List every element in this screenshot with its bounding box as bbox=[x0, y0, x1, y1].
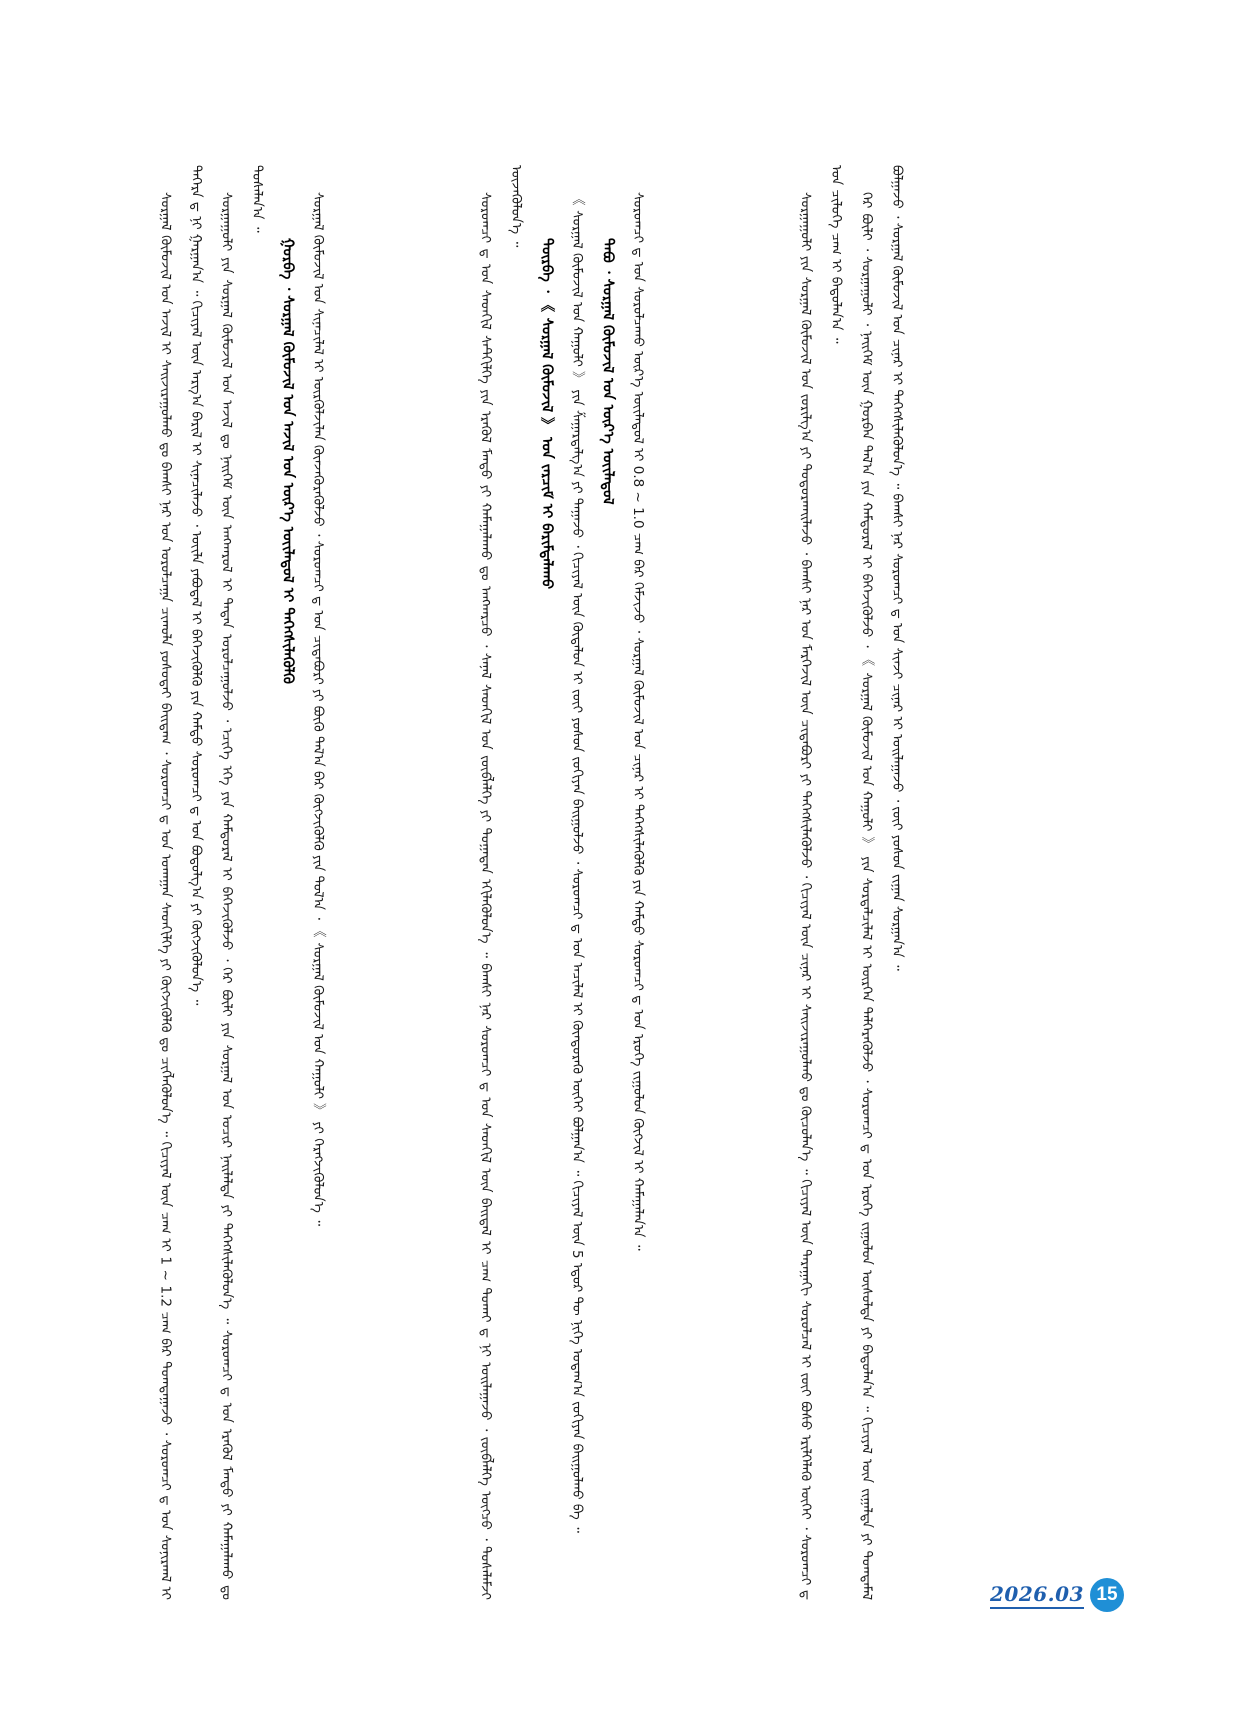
paragraph: ᠰᠤᠷᠭᠠᠯ ᠬᠦᠮᠦᠵᠢᠯ ᠤᠨ ᠠᠵᠢᠯ ᠢ ᠰᠠᠢᠵᠢᠷᠠᠭᠤᠯᠬᠤ ᠳᠤ ᠪᠠᠭᠰᠢ ᠨᠠᠷ ᠤᠨ ᠤᠷᠤᠯᠴᠠᠭᠠ ᠴᠢᠬᠤᠯᠠ ᠶᠤᠰᠤᠳᠠᠢ ᠪᠠᠢᠳᠠᠭ ᠂ ᠰᠤᠷᠤᠭᠴᠢ ᠳ ᠤᠨ ᠤᠬᠠᠭᠠᠨ ᠰᠡᠳᠬᠢᠯᠭᠡ ᠶᠢ ᠬᠦᠭᠵᠢᠭᠦᠯᠬᠦ ᠳᠤ ᠴᠢᠭᠯᠡᠭᠦᠯᠦᠨ᠎ᠡ ᠃ ᠬᠢᠴᠢᠶᠡᠯ ᠦᠨ ᠴᠠᠭ ᠢ 1 ~ 1.2 ᠴᠠᠭ ᠪᠠᠷ ᠲᠤᠭᠲᠠᠭᠠᠵᠤ ᠂ ᠰᠤᠷᠤᠭᠴᠢ ᠳ ᠤᠨ ᠰᠤᠨᠢᠷᠬᠠᠯ ᠢ ᠳᠡᠭᠡᠷᠡ ᠳ ᠨᠢ ᠭᠠᠷᠭᠠᠨ᠎ᠠ ᠃ ᠬᠢᠴᠢᠶᠡᠯ ᠦᠨ ᠠᠷᠭ᠎ᠠ ᠪᠠᠷᠢᠯ ᠢ ᠰᠢᠨᠡᠴᠢᠯᠡᠵᠦ ᠂ ᠦᠢᠯᠡ ᠶᠠᠪᠤᠳᠠᠯ ᠢ ᠪᠡᠬᠡᠵᠢᠭᠦᠯᠬᠦ ᠶᠢᠨ ᠬᠠᠮᠲᠤ ᠰᠤᠷᠤᠭᠴᠢ ᠳ ᠤᠨ ᠪᠤᠳᠤᠯᠭ᠎ᠠ ᠶᠢ ᠬᠦᠭᠵᠢᠭᠦᠯᠦᠨ᠎ᠡ ᠃ bbox=[157, 165, 204, 1600]
page-footer bbox=[990, 1578, 1124, 1612]
section-heading: ᠳᠦᠷᠪᠡ ᠂ 《 ᠰᠤᠷᠭᠠᠯ ᠬᠦᠮᠦᠵᠢᠯ 》 ᠤᠨ ᠵᠠᠷᠴᠢᠮ ᠢ ᠪᠠᠷᠢᠮᠲᠠᠯᠠᠬᠤ bbox=[538, 237, 555, 589]
paragraph: 《 ᠰᠤᠷᠭᠠᠯ ᠬᠦᠮᠦᠵᠢᠯ ᠤᠨ ᠬᠠᠭᠤᠯᠢ 》 ᠶᠢᠨ ᠱᠠᠭᠠᠷᠳᠠᠯᠭ᠎ᠠ ᠶᠢ ᠳᠠᠭᠠᠵᠤ ᠂ ᠬᠢᠴᠢᠶᠡᠯ ᠦᠨ ᠬᠦᠳᠡᠯᠦᠨ ᠢ ᠵᠦᠢ ᠶᠤᠰᠤᠨ ᠵᠤᠬᠢᠶᠠᠨ ᠪᠠᠢᠭᠤᠯᠵᠤ ᠂ ᠰᠤᠷᠤᠭᠴᠢ ᠳ ᠤᠨ ᠠᠴᠢᠯᠠᠯ ᠢ ᠬᠦᠨᠳᠦᠷᠡᠬᠦ ᠦᠭᠡᠢ ᠪᠤᠯᠭᠠᠨ᠎ᠠ ᠃ ᠬᠢᠴᠢᠶᠡᠯ ᠦᠨ 5 ᠡᠳᠦᠷ ᠲᠦ ᠨᠢᠭᠡ ᠤᠳᠠᠭ᠎ᠠ ᠵᠤᠬᠢᠶᠠᠨ ᠪᠠᠢᠭᠤᠯᠬᠤ ᠪᠠ ᠃ bbox=[569, 192, 585, 1533]
paragraph: ᠰᠤᠷᠭᠠᠯ ᠬᠦᠮᠦᠵᠢᠯ ᠤᠨ ᠰᠢᠨᠡᠴᠢᠯᠡᠯ ᠢ ᠦᠷᠭᠦᠯᠵᠢᠯᠡᠨ ᠭᠦᠨᠵᠡᠭᠦᠷᠡᠭᠦᠯᠵᠦ ᠂ ᠰᠤᠷᠤᠭᠴᠢ ᠳ ᠤᠨ ᠴᠢᠳᠠᠪᠤᠷᠢ ᠶᠢ ᠪᠦᠬᠦ ᠲᠠᠯ᠎ᠠ ᠪᠠᠷ ᠬᠦᠭᠵᠢᠭᠦᠯᠬᠦ ᠶᠢᠨ ᠲᠤᠯ᠎ᠠ ᠂ 《 ᠰᠤᠷᠭᠠᠯ ᠬᠦᠮᠦᠵᠢᠯ ᠤᠨ ᠬᠠᠭᠤᠯᠢ 》 ᠶᠢ ᠬᠡᠷᠡᠭᠵᠢᠭᠦᠯᠦᠨ᠎ᠡ ᠃ bbox=[310, 192, 326, 1226]
paragraph: ᠭᠡᠷ ᠪᠦᠯᠢ ᠂ ᠰᠤᠷᠭᠠᠭᠤᠯᠢ ᠂ ᠨᠡᠢᠭᠡᠮ ᠦᠨ ᠭᠤᠷᠪᠠᠨ ᠲᠠᠯ᠎ᠠ ᠶᠢᠨ ᠬᠠᠮᠲᠤᠷᠠᠯ ᠢ ᠪᠡᠬᠡᠵᠢᠭᠦᠯᠵᠦ ᠂ 《 ᠰᠤᠷᠭᠠᠯ ᠬᠦᠮᠦᠵᠢᠯ ᠤᠨ ᠬᠠᠭᠤᠯᠢ 》 ᠶᠢᠨ ᠰᠤᠷᠲᠠᠯᠴᠢᠯᠠᠯ ᠢ ᠥᠷᠭᠡᠨ ᠳᠡᠯᠭᠡᠷᠡᠭᠦᠯᠵᠦ ᠂ ᠰᠤᠷᠤᠭᠴᠢ ᠳ ᠤᠨ ᠡᠷᠦᠬᠡ ᠵᠢᠭᠤᠯᠤᠨ ᠥᠰᠥᠯᠲᠡ ᠶᠢ ᠪᠠᠲᠤᠯᠠᠨ᠎ᠠ ᠃ ᠬᠢᠴᠢᠶᠡᠯ ᠦᠨ ᠵᠢᠭᠠᠯᠲᠠ ᠶᠢ ᠲᠣᠭᠲᠠᠮᠠᠯ ᠪᠣᠯᠭᠠᠵᠤ ᠂ ᠰᠤᠷᠭᠠᠯ ᠬᠦᠮᠦᠵᠢᠯ ᠤᠨ ᠴᠢᠨᠠᠷ ᠢ ᠳᠡᠭᠡᠭᠰᠢᠯᠡᠭᠦᠯᠦᠨ᠎ᠡ ᠃ ᠪᠠᠭᠰᠢ ᠨᠠᠷ ᠰᠤᠷᠤᠭᠴᠢ ᠳ ᠤᠨ ᠰᠢᠨᠵᠢ ᠴᠢᠨᠠᠷ ᠢ ᠣᠢᠯᠠᠭᠠᠵᠤ ᠂ ᠵᠦᠢ ᠶᠤᠰᠤᠨ ᠵᠢᠭᠠᠨ ᠰᠤᠷᠭᠠᠨ᠎ᠠ ᠃ bbox=[858, 165, 905, 1600]
text-column-2 bbox=[470, 165, 780, 1600]
paragraph: ᠰᠤᠷᠭᠠᠭᠤᠯᠢ ᠶᠢᠨ ᠰᠤᠷᠭᠠᠯ ᠬᠦᠮᠦᠵᠢᠯ ᠤᠨ ᠵᠤᠷᠢᠯᠭ᠎ᠠ ᠶᠢ ᠲᠣᠳᠣᠷᠬᠠᠢᠯᠠᠵᠤ ᠂ ᠪᠠᠭᠰᠢ ᠨᠠᠷ ᠤᠨ ᠮᠡᠷᠭᠡᠵᠢᠯ ᠦᠨ ᠴᠢᠳᠠᠪᠤᠷᠢ ᠶᠢ ᠳᠡᠭᠡᠭᠰᠢᠯᠡᠭᠦᠯᠵᠦ ᠂ ᠬᠢᠴᠢᠶᠡᠯ ᠦᠨ ᠴᠢᠨᠠᠷ ᠢ ᠰᠠᠢᠵᠢᠷᠠᠭᠤᠯᠬᠤ ᠳᠤ ᠬᠦᠴᠦᠯᠡᠨ᠎ᠡ ᠃ ᠬᠢᠴᠢᠶᠡᠯ ᠦᠨ ᠳᠠᠷᠠᠭᠠᠬᠢ ᠰᠤᠷᠤᠯᠴᠠᠯ ᠢ ᠵᠦᠢ ᠪᠤᠰᠤ ᠡᠷᠢᠯᠬᠡᠯᠡᠬᠦ ᠦᠭᠡᠢ ᠂ ᠰᠤᠷᠤᠭᠴᠢ ᠳ ᠤᠨ ᠴᠢᠯᠦᠭᠡ ᠴᠠᠭ ᠢ ᠪᠠᠲᠤᠯᠠᠨ᠎ᠠ ᠃ bbox=[797, 165, 844, 1600]
page-number-badge: 15 bbox=[1090, 1578, 1124, 1612]
paragraph: ᠰᠤᠷᠭᠠᠭᠤᠯᠢ ᠶᠢᠨ ᠰᠤᠷᠭᠠᠯ ᠬᠦᠮᠦᠵᠢᠯ ᠤᠨ ᠠᠵᠢᠯ ᠳᠤ ᠨᠡᠢᠭᠡᠮ ᠦᠨ ᠠᠩᠬᠠᠷᠤᠯ ᠢ ᠲᠠᠲᠠᠨ ᠣᠷᠣᠯᠴᠠᠭᠤᠯᠵᠤ ᠂ ᠡᠴᠢᠭᠡ ᠡᠬᠡ ᠶᠢᠨ ᠬᠠᠮᠲᠤᠷᠠᠯ ᠢ ᠪᠡᠬᠡᠵᠢᠭᠦᠯᠵᠦ ᠂ ᠭᠡᠷ ᠪᠦᠯᠢ ᠶᠢᠨ ᠰᠤᠷᠭᠠᠯ ᠤᠨ ᠤᠴᠢᠷ ᠨᠡᠢᠯᠡᠯᠲᠡ ᠶᠢ ᠳᠡᠭᠡᠭᠰᠢᠯᠡᠭᠦᠯᠦᠨ᠎ᠡ ᠃ ᠰᠤᠷᠤᠭᠴᠢ ᠳ ᠤᠨ ᠡᠷᠡᠬᠦᠯ ᠮᠡᠨᠳᠦ ᠶᠢ ᠬᠠᠮᠠᠭᠠᠯᠠᠬᠤ ᠳᠤ ᠲᠤᠰᠠᠯᠠᠨ᠎ᠠ ᠃ bbox=[218, 165, 265, 1600]
paragraph: ᠰᠤᠷᠤᠭᠴᠢ ᠳ ᠤᠨ ᠰᠡᠳᠬᠢᠯ ᠰᠡᠲᠬᠢᠯᠭᠡ ᠶᠢᠨ ᠡᠷᠡᠭᠦᠯ ᠮᠡᠨᠳᠦ ᠶᠢ ᠬᠠᠮᠠᠭᠠᠯᠠᠬᠤ ᠳᠤ ᠠᠩᠬᠠᠷᠴᠤ ᠂ ᠰᠠᠨᠠᠯ ᠰᠡᠳᠬᠢᠯ ᠤᠨ ᠵᠦᠪᠯᠡᠯᠭᠡ ᠶᠢ ᠲᠤᠭᠠᠳᠠᠨ ᠡᠬᠢᠯᠡᠭᠦᠯᠦᠨ᠎ᠡ ᠃ ᠪᠠᠭᠰᠢ ᠨᠠᠷ ᠰᠤᠷᠤᠭᠴᠢ ᠳ ᠤᠨ ᠰᠡᠳᠬᠢᠯ ᠦᠨ ᠪᠠᠢᠳᠠᠯ ᠢ ᠴᠠᠭ ᠲᠤᠬᠠᠢ ᠳ ᠨᠢ ᠣᠢᠯᠠᠭᠠᠵᠤ ᠂ ᠵᠦᠪᠯᠡᠯᠭᠡ ᠦᠭᠴᠦ ᠂ ᠲᠤᠰᠠᠯᠠᠮᠵᠢ ᠦᠵᠡᠭᠦᠯᠦᠨ᠎ᠡ ᠃ bbox=[477, 165, 524, 1600]
text-column-3 bbox=[790, 165, 1095, 1600]
section-heading: ᠲᠠᠪᠤ ᠂ ᠰᠤᠷᠭᠠᠯ ᠬᠦᠮᠦᠵᠢᠯ ᠤᠨ ᠦᠷ᠎ᠡ ᠦᠢᠯᠡᠳᠦᠯ bbox=[599, 237, 616, 505]
issue-date: 2026.03 bbox=[990, 1582, 1084, 1609]
paragraph: ᠰᠤᠷᠤᠭᠴᠢ ᠳ ᠤᠨ ᠰᠤᠷᠤᠯᠴᠠᠬᠤ ᠦᠷ᠎ᠡ ᠦᠢᠯᠡᠳᠦᠯ ᠢ 0.8 ~ 1.0 ᠴᠠᠭ ᠪᠠᠷ ᠬᠡᠮᠵᠢᠵᠦ ᠂ ᠰᠤᠷᠭᠠᠯ ᠬᠦᠮᠦᠵᠢᠯ ᠤᠨ ᠴᠢᠨᠠᠷ ᠢ ᠳᠡᠭᠡᠭᠰᠢᠯᠡᠭᠦᠯᠬᠦ ᠶᠢᠨ ᠬᠠᠮᠲᠤ ᠰᠤᠷᠤᠭᠴᠢ ᠳ ᠤᠨ ᠡᠷᠦᠬᠡ ᠵᠢᠭᠤᠯᠤᠨ ᠬᠦᠭᠵᠢᠯ ᠢ ᠬᠠᠮᠠᠭᠠᠯᠠᠨ᠎ᠠ ᠃ bbox=[630, 192, 646, 1251]
section-heading: ᠭᠤᠷᠪᠠ ᠂ ᠰᠤᠷᠭᠠᠯ ᠬᠦᠮᠦᠵᠢᠯ ᠤᠨ ᠠᠵᠢᠯ ᠤᠨ ᠦᠷ᠎ᠡ ᠦᠢᠯᠡᠳᠦᠯ ᠢ ᠳᠡᠭᠡᠭᠰᠢᠯᠡᠭᠦᠯᠬᠦ bbox=[279, 237, 296, 684]
text-column-1 bbox=[150, 165, 460, 1600]
page-body bbox=[150, 165, 1095, 1600]
